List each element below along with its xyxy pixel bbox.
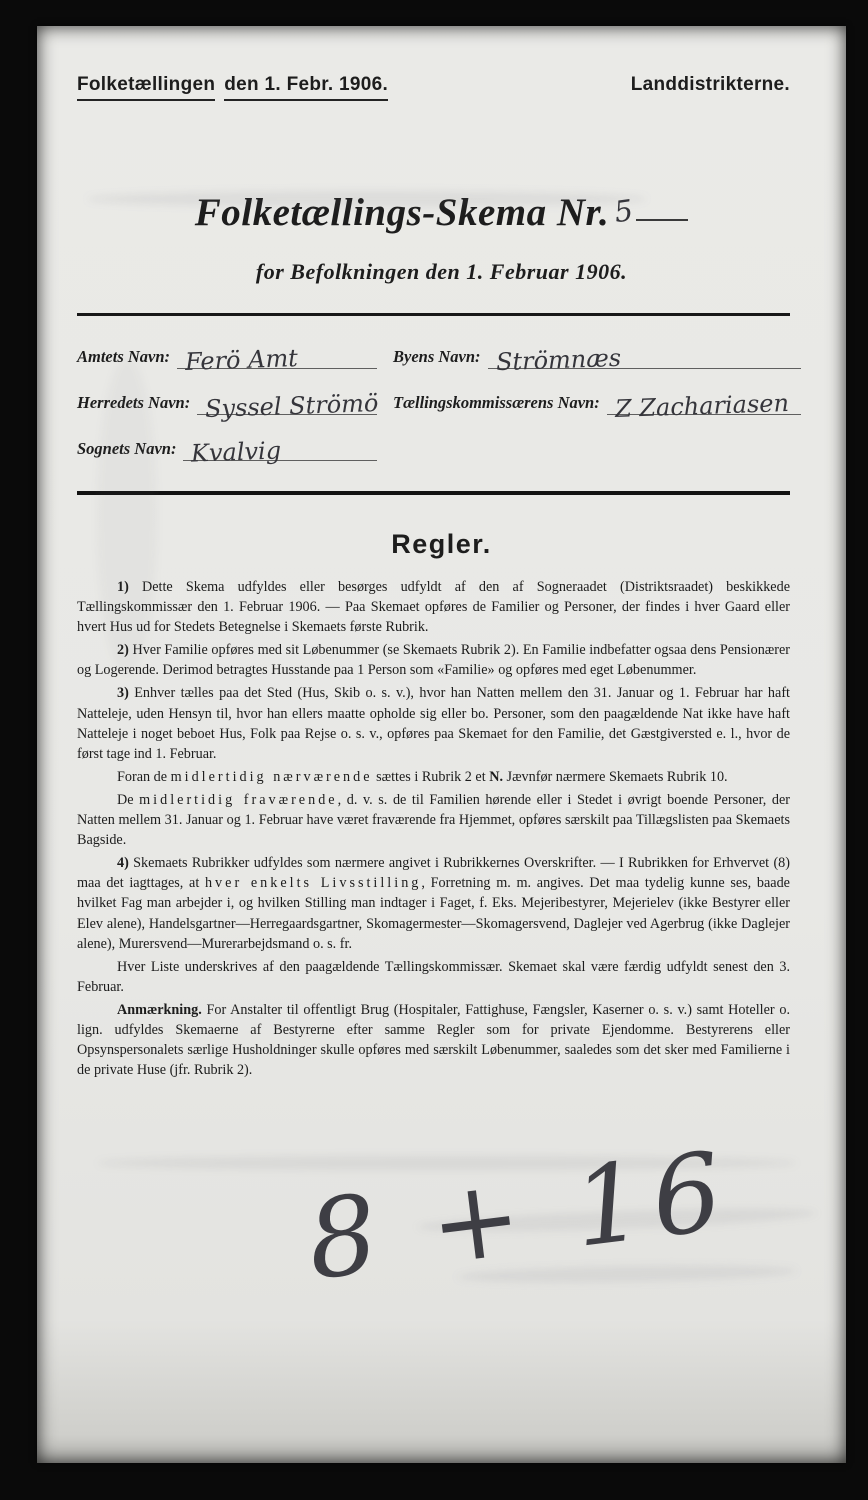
rule-text-run: N. — [489, 768, 503, 785]
divider-rule-bottom — [77, 491, 790, 495]
divider-rule-top — [77, 313, 790, 316]
rule-text-run: 1) — [117, 579, 142, 595]
rules-heading: Regler. — [391, 529, 492, 559]
form-header — [77, 74, 790, 96]
rule-paragraph — [77, 683, 790, 763]
field-label: Herredets Navn: — [77, 393, 191, 412]
rule-text-run: , Forretning m. m. angives. Det maa tydelig kunne ses, baade hvilket Fag man arbejder i, og hvilken Stilling man indtager i Faget, f. Eks. Mejeribestyrer, Mejerielev (ikke Bestyrer eller Elev alene), Handelsgartner—Herregaardsgartner, Skomagermester—Skomagersvend, Daglejer ved Agerbrug (ikke Daglejer alene), Murersvend—Murerarbejdsmand o. s. fr. — [77, 875, 790, 952]
rule-text-run: For Anstalter til offentligt Brug (Hospitaler, Fattighuse, Fængsler, Kaserner o. s. v.) samt Hoteller o. lign. udfyldes Skemaerne af Bestyrerne efter samme Regler som for private Ejendomme. Bestyrerens eller Opsynspersonalets særlige Husholdninger skulle opføres med særskilt Løbenummer, saaledes som det sker med Familierne i de private Huse (jfr. Rubrik 2). — [77, 1001, 790, 1079]
district-type-heading: Landdistrikterne. — [630, 74, 790, 95]
rule-text-run: midlertidig fraværende — [139, 791, 338, 808]
census-date-heading-word2: den 1. Febr. 1906. — [224, 74, 388, 101]
rule-text-run: 3) — [117, 685, 135, 702]
handwritten-value: Ferö Amt — [184, 344, 299, 376]
field-taellingskommissaerens-navn — [393, 388, 801, 424]
field-label: Tællingskommissærens Navn: — [393, 393, 600, 412]
field-label: Byens Navn: — [393, 347, 481, 366]
rule-paragraph — [77, 957, 790, 997]
rule-paragraph — [77, 577, 790, 637]
field-amtets-navn — [77, 342, 377, 376]
handwritten-value: Kvalvig — [191, 436, 283, 468]
rule-text-run: Dette Skema udfyldes eller besørges udfyldt af den af Sogneraadet (Distriktsraadet) beskikkede Tællingskommissær den 1. Februar 1906. — Paa Skemaet opføres de Familier og Personer, der findes i hver Gaard eller hvert Hus ud for Stedets Betegnelse i Skemaets første Rubrik. — [77, 579, 790, 636]
field-row-1 — [77, 340, 801, 377]
rule-paragraph — [77, 640, 790, 680]
rule-text-run: Hver Liste underskrives af den paagældende Tællingskommissær. Skemaet skal være færdig udfyldt senest den 3. Februar. — [77, 958, 790, 995]
entry-line — [607, 388, 801, 424]
handwritten-value: Z Zachariasen — [614, 388, 790, 424]
field-herredets-navn — [77, 388, 379, 424]
rule-paragraph — [77, 790, 790, 850]
rule-text-run: hver enkelts Livsstilling — [204, 875, 422, 892]
rule-text-run: De — [117, 791, 140, 808]
rules-paragraphs — [77, 577, 790, 1080]
rule-paragraph — [77, 767, 790, 787]
rule-text-run: Foran de — [117, 768, 171, 785]
form-subtitle: for Befolkningen den 1. Februar 1906. — [255, 259, 628, 284]
census-date-heading-word1: Folketællingen — [77, 74, 215, 101]
rule-text-run: midlertidig nærværende — [170, 768, 373, 785]
handwritten-tally-note: 8 + 16 — [300, 1128, 739, 1305]
rule-text-run: 4) — [117, 855, 134, 872]
field-byens-navn — [393, 342, 801, 377]
rule-text-run: Anmærkning. — [117, 1001, 202, 1018]
rule-text-run: Skemaets Rubrikker udfyldes som nærmere angivet i Rubrikkernes Overskrifter. — I Rubrikken for Erhvervet (8) maa det iagttages, at — [77, 855, 790, 892]
field-label: Amtets Navn: — [77, 347, 171, 366]
field-row-3 — [77, 432, 801, 468]
entry-line — [488, 342, 801, 377]
field-row-2 — [77, 386, 801, 424]
entry-line — [183, 434, 377, 468]
rule-text-run: sættes i Rubrik 2 et — [372, 768, 490, 785]
form-fields — [77, 340, 801, 468]
rule-paragraph — [77, 1000, 790, 1080]
field-sognets-navn — [77, 434, 377, 468]
rule-text-run: , d. v. s. de til Familien hørende eller i Stedet i øvrigt boende Personer, der Natten mellem 31. Januar og 1. Februar have været fraværende fra Hjemmet, opføres særskilt paa Tillægslisten paa Skemaets Bagside. — [77, 791, 790, 849]
form-number-underline — [636, 219, 688, 221]
entry-line — [177, 342, 377, 376]
census-form-page — [37, 26, 846, 1463]
handwritten-value: Strömnæs — [495, 343, 622, 377]
rule-text-run: Jævnfør nærmere Skemaets Rubrik 10. — [503, 768, 728, 785]
rule-text-run: 2) — [117, 642, 133, 659]
form-title-text: Folketællings-Skema Nr. — [194, 191, 610, 234]
form-title — [37, 190, 846, 235]
census-date-heading — [77, 74, 388, 96]
entry-line — [197, 388, 379, 424]
handwritten-value: Syssel Strömö — [204, 388, 379, 424]
rule-text-run: Hver Familie opføres med sit Løbenummer (se Skemaets Rubrik 2). En Familie indbefatter ogsaa dens Pensionærer og Logerende. Derimod betragtes Husstande paa 1 Person som «Familie» og opføres med eget Løbenummer. — [77, 642, 790, 679]
form-number-handwritten: 5 — [612, 192, 636, 230]
rule-text-run: Enhver tælles paa det Sted (Hus, Skib o. s. v.), hvor han Natten mellem den 31. Januar og 1. Februar har haft Natteleje, uden Hensyn til, hvor han ellers maatte opholde sig eller bo. Personer, som den paagældende Nat ikke have haft Natteleje i noget beboet Hus, Folk paa Rejse o. s. v., opføres paa Skemaet for den Familie, det Gæstgiversted e. l., hvor de først tage ind 1. Februar. — [77, 685, 790, 762]
field-label: Sognets Navn: — [77, 439, 177, 458]
rule-paragraph — [77, 853, 790, 953]
